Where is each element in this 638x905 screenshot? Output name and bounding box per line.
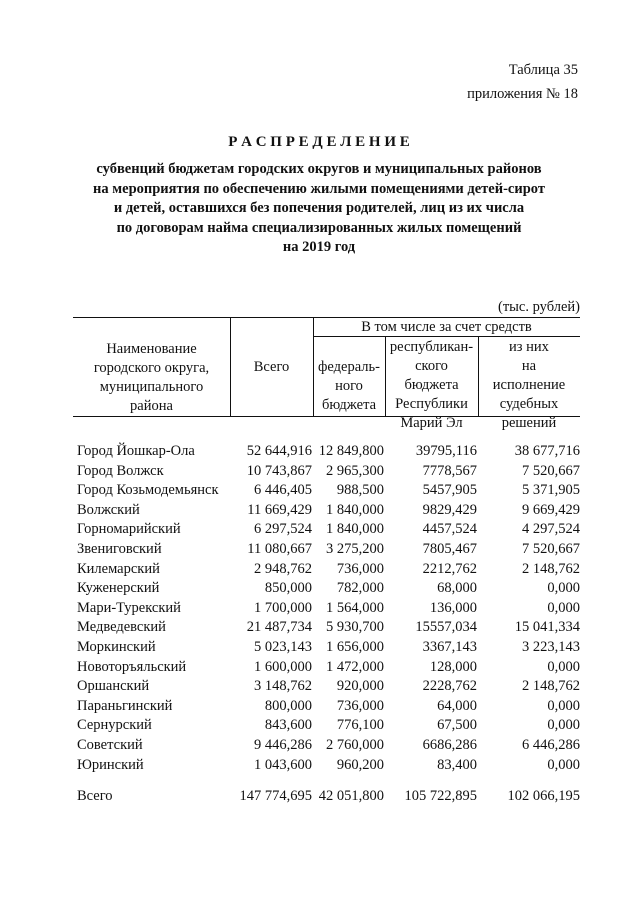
table-body [73, 442, 580, 775]
cell-federal: 736,000 [336, 560, 384, 577]
cell-total: 1 043,600 [254, 756, 312, 773]
cell-name: Сернурский [77, 717, 152, 734]
cell-name: Волжский [77, 501, 140, 518]
cell-total: 21 487,734 [246, 619, 312, 636]
cell-total: 10 743,867 [246, 462, 312, 479]
cell-total: 6 297,524 [254, 521, 312, 538]
cell-name: Юринский [77, 756, 144, 773]
cell-court: 5 371,905 [522, 482, 580, 499]
subtitle-line: на 2019 год [282, 239, 356, 255]
cell-republic: 67,500 [437, 717, 477, 734]
cell-republic: 83,400 [437, 756, 477, 773]
cell-court: 2 148,762 [522, 560, 580, 577]
cell-republic: 3367,143 [422, 638, 477, 655]
table-number: Таблица 35 [508, 62, 578, 78]
table-row [73, 462, 580, 482]
cell-name: Моркинский [77, 638, 156, 655]
table-row [73, 540, 580, 560]
table-row [73, 736, 580, 756]
cell-total: 1 600,000 [254, 658, 312, 675]
cell-total: 11 080,667 [247, 540, 312, 557]
table-row [73, 677, 580, 697]
cell-name: Оршанский [77, 678, 150, 695]
cell-total: 850,000 [264, 580, 312, 597]
cell-total: 9 446,286 [254, 736, 312, 753]
cell-republic: 105 722,895 [404, 788, 477, 805]
cell-court: 0,000 [547, 697, 580, 714]
subvention-table [73, 317, 580, 807]
cell-name: Куженерский [77, 580, 160, 597]
cell-total: 2 948,762 [254, 560, 312, 577]
table-row [73, 697, 580, 717]
cell-federal: 988,500 [336, 482, 384, 499]
cell-total: 11 669,429 [247, 501, 312, 518]
cell-federal: 1 656,000 [326, 638, 384, 655]
appendix-number: приложения № 18 [467, 86, 578, 102]
cell-total: 843,600 [264, 717, 312, 734]
cell-name: Горномарийский [77, 521, 181, 538]
cell-federal: 1 564,000 [326, 599, 384, 616]
table-row [73, 560, 580, 580]
cell-court: 0,000 [547, 580, 580, 597]
cell-federal: 1 840,000 [326, 501, 384, 518]
cell-republic: 39795,116 [415, 443, 477, 459]
table-row [73, 481, 580, 501]
cell-federal: 5 930,700 [326, 619, 384, 636]
cell-court: 0,000 [547, 756, 580, 773]
cell-republic: 7778,567 [422, 462, 477, 479]
cell-court: 9 669,429 [522, 501, 580, 518]
cell-court: 0,000 [547, 658, 580, 675]
cell-name: Параньгинский [77, 697, 173, 714]
cell-court: 7 520,667 [522, 540, 580, 557]
cell-court: 0,000 [547, 599, 580, 616]
table-row [73, 618, 580, 638]
cell-federal: 736,000 [336, 697, 384, 714]
cell-total: 3 148,762 [254, 678, 312, 695]
units-label: (тыс. рублей) [498, 299, 580, 315]
table-row [73, 442, 580, 462]
cell-total: 5 023,143 [254, 638, 312, 655]
subtitle-line: и детей, оставшихся без попечения родителей, лиц из их числа [113, 200, 525, 216]
cell-republic: 5457,905 [422, 482, 477, 499]
table-row [73, 520, 580, 540]
cell-court: 2 148,762 [522, 678, 580, 695]
cell-federal: 1 840,000 [326, 521, 384, 538]
cell-federal: 3 275,200 [326, 540, 384, 557]
table-row [73, 501, 580, 521]
cell-name: Медведевский [77, 619, 166, 636]
header-federal: федераль- ного бюджета [318, 359, 380, 413]
cell-total: 6 446,405 [254, 482, 312, 499]
cell-court: 0,000 [547, 717, 580, 734]
header-republic: республикан- ского бюджета Республики Марий Эл [389, 339, 474, 431]
cell-total: 1 700,000 [254, 599, 312, 616]
cell-name: Всего [77, 788, 113, 805]
document-subtitle [0, 160, 638, 258]
cell-name: Город Козьмодемьянск [77, 482, 219, 499]
table-row [73, 787, 580, 807]
header-court: из них на исполнение судебных решений [492, 339, 566, 431]
cell-name: Килемарский [77, 560, 160, 577]
cell-federal: 2 760,000 [326, 736, 384, 753]
cell-name: Мари-Турекский [77, 599, 181, 616]
table-header [73, 317, 580, 431]
cell-name: Город Волжск [77, 462, 164, 479]
document-title: Р А С П Р Е Д Е Л Е Н И Е [228, 134, 410, 150]
cell-court: 102 066,195 [507, 788, 580, 805]
cell-republic: 15557,034 [415, 619, 477, 636]
header-total: Всего [253, 359, 290, 375]
subtitle-line: субвенций бюджетам городских округов и муниципальных районов [96, 161, 542, 177]
table-row [73, 599, 580, 619]
cell-federal: 776,100 [336, 717, 384, 734]
subtitle-line: на мероприятия по обеспечению жилыми помещениями детей-сирот [93, 180, 545, 197]
cell-republic: 6686,286 [422, 736, 477, 753]
cell-total: 52 644,916 [246, 443, 312, 459]
cell-republic: 2212,762 [422, 560, 477, 577]
cell-total: 800,000 [264, 697, 312, 714]
cell-court: 7 520,667 [522, 462, 580, 479]
cell-court: 6 446,286 [522, 736, 580, 753]
cell-court: 38 677,716 [514, 443, 580, 459]
cell-republic: 2228,762 [422, 678, 477, 695]
cell-federal: 2 965,300 [326, 462, 384, 479]
cell-republic: 4457,524 [422, 521, 477, 538]
cell-name: Советский [77, 736, 143, 753]
cell-republic: 136,000 [429, 599, 477, 616]
cell-court: 15 041,334 [514, 619, 580, 636]
cell-total: 147 774,695 [239, 788, 312, 805]
cell-republic: 7805,467 [422, 540, 477, 557]
header-name: Наименование городского округа, муниципального района [93, 341, 210, 414]
subtitle-line: по договорам найма специализированных жилых помещений [116, 219, 522, 236]
cell-federal: 920,000 [336, 678, 384, 695]
cell-name: Город Йошкар-Ола [77, 443, 195, 459]
cell-federal: 960,200 [336, 756, 384, 773]
cell-federal: 42 051,800 [318, 788, 384, 805]
table-row [73, 658, 580, 678]
cell-name: Звениговский [77, 540, 162, 557]
cell-republic: 128,000 [429, 658, 477, 675]
table-row [73, 716, 580, 736]
cell-name: Новоторъяльский [77, 658, 187, 675]
cell-federal: 782,000 [336, 580, 384, 597]
cell-republic: 64,000 [437, 697, 477, 714]
cell-federal: 12 849,800 [318, 443, 384, 459]
table-row [73, 579, 580, 599]
cell-republic: 9829,429 [422, 501, 477, 518]
table-row [73, 756, 580, 776]
cell-republic: 68,000 [437, 580, 477, 597]
table-row [73, 638, 580, 658]
header-group: В том числе за счет средств [361, 319, 532, 335]
cell-court: 3 223,143 [522, 638, 580, 655]
table-total-row [73, 787, 580, 807]
cell-federal: 1 472,000 [326, 658, 384, 675]
cell-court: 4 297,524 [522, 521, 580, 538]
